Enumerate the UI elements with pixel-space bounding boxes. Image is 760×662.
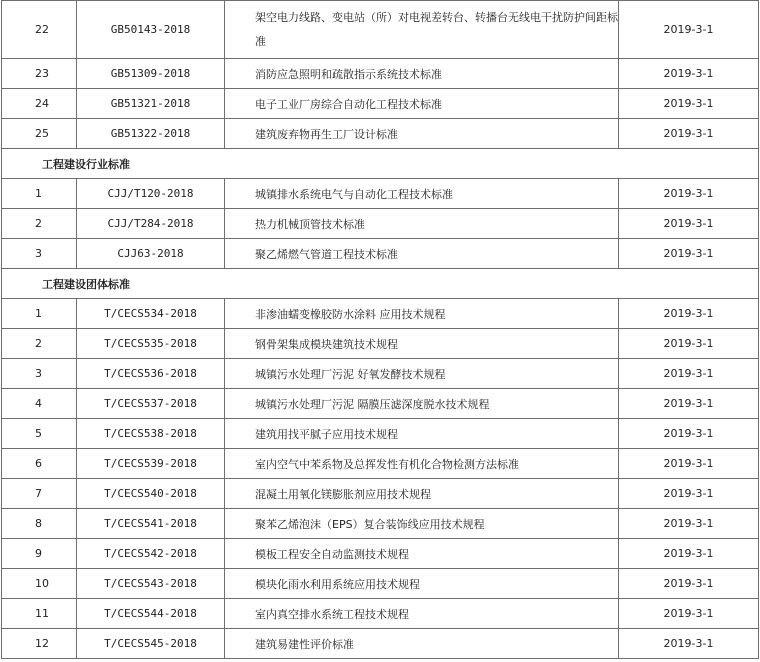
- standard-name: 城镇污水处理厂污泥 好氧发酵技术规程: [225, 359, 619, 389]
- table-row: [2, 419, 759, 449]
- table-row: [2, 599, 759, 629]
- effective-date: 2019-3-1: [619, 449, 759, 479]
- standard-code: T/CECS539-2018: [77, 449, 225, 479]
- effective-date: 2019-3-1: [619, 329, 759, 359]
- standard-code: GB50143-2018: [77, 1, 225, 59]
- standard-code: CJJ/T120-2018: [77, 179, 225, 209]
- table-row: [2, 359, 759, 389]
- row-number: 22: [2, 1, 77, 59]
- row-number: 10: [2, 569, 77, 599]
- table-row: [2, 89, 759, 119]
- row-number: 9: [2, 539, 77, 569]
- section-title: 工程建设行业标准: [2, 149, 759, 179]
- standard-name: 城镇排水系统电气与自动化工程技术标准: [225, 179, 619, 209]
- section-header-row: [2, 269, 759, 299]
- standard-name: 聚乙烯燃气管道工程技术标准: [225, 239, 619, 269]
- standard-name: 热力机械顶管技术标准: [225, 209, 619, 239]
- row-number: 2: [2, 209, 77, 239]
- standard-code: GB51321-2018: [77, 89, 225, 119]
- row-number: 24: [2, 89, 77, 119]
- row-number: 8: [2, 509, 77, 539]
- effective-date: 2019-3-1: [619, 599, 759, 629]
- effective-date: 2019-3-1: [619, 359, 759, 389]
- standard-code: T/CECS536-2018: [77, 359, 225, 389]
- effective-date: 2019-3-1: [619, 1, 759, 59]
- table-row: [2, 1, 759, 59]
- effective-date: 2019-3-1: [619, 119, 759, 149]
- effective-date: 2019-3-1: [619, 59, 759, 89]
- section-title: 工程建设团体标准: [2, 269, 759, 299]
- row-number: 3: [2, 239, 77, 269]
- standard-name: 模板工程安全自动监测技术规程: [225, 539, 619, 569]
- table-row: [2, 569, 759, 599]
- effective-date: 2019-3-1: [619, 479, 759, 509]
- standard-code: T/CECS541-2018: [77, 509, 225, 539]
- effective-date: 2019-3-1: [619, 209, 759, 239]
- effective-date: 2019-3-1: [619, 629, 759, 659]
- standards-table-body: [2, 1, 759, 659]
- standard-name: 室内真空排水系统工程技术规程: [225, 599, 619, 629]
- standard-code: CJJ/T284-2018: [77, 209, 225, 239]
- standard-name: 城镇污水处理厂污泥 隔膜压滤深度脱水技术规程: [225, 389, 619, 419]
- effective-date: 2019-3-1: [619, 179, 759, 209]
- standard-code: GB51322-2018: [77, 119, 225, 149]
- row-number: 2: [2, 329, 77, 359]
- standards-table: [1, 0, 759, 659]
- table-row: [2, 239, 759, 269]
- effective-date: 2019-3-1: [619, 389, 759, 419]
- standard-name: 聚苯乙烯泡沫（EPS）复合装饰线应用技术规程: [225, 509, 619, 539]
- standard-code: T/CECS538-2018: [77, 419, 225, 449]
- standard-code: T/CECS544-2018: [77, 599, 225, 629]
- table-row: [2, 539, 759, 569]
- standard-code: GB51309-2018: [77, 59, 225, 89]
- standard-name: 消防应急照明和疏散指示系统技术标准: [225, 59, 619, 89]
- effective-date: 2019-3-1: [619, 89, 759, 119]
- effective-date: 2019-3-1: [619, 299, 759, 329]
- section-header-row: [2, 149, 759, 179]
- standard-name: 建筑用找平腻子应用技术规程: [225, 419, 619, 449]
- table-row: [2, 209, 759, 239]
- row-number: 23: [2, 59, 77, 89]
- standard-name: 室内空气中苯系物及总挥发性有机化合物检测方法标准: [225, 449, 619, 479]
- table-row: [2, 629, 759, 659]
- row-number: 6: [2, 449, 77, 479]
- standard-name: 建筑易建性评价标准: [225, 629, 619, 659]
- standard-code: T/CECS540-2018: [77, 479, 225, 509]
- effective-date: 2019-3-1: [619, 239, 759, 269]
- row-number: 3: [2, 359, 77, 389]
- standard-code: T/CECS534-2018: [77, 299, 225, 329]
- table-row: [2, 59, 759, 89]
- row-number: 25: [2, 119, 77, 149]
- standard-name: 电子工业厂房综合自动化工程技术标准: [225, 89, 619, 119]
- row-number: 1: [2, 179, 77, 209]
- row-number: 11: [2, 599, 77, 629]
- effective-date: 2019-3-1: [619, 569, 759, 599]
- standard-name: 模块化雨水利用系统应用技术规程: [225, 569, 619, 599]
- standard-name: 混凝土用氧化镁膨胀剂应用技术规程: [225, 479, 619, 509]
- standard-code: T/CECS543-2018: [77, 569, 225, 599]
- table-row: [2, 479, 759, 509]
- table-row: [2, 299, 759, 329]
- table-row: [2, 179, 759, 209]
- row-number: 7: [2, 479, 77, 509]
- table-row: [2, 119, 759, 149]
- standard-code: T/CECS535-2018: [77, 329, 225, 359]
- standard-name: 架空电力线路、变电站（所）对电视差转台、转播台无线电干扰防护间距标准: [225, 1, 619, 59]
- row-number: 4: [2, 389, 77, 419]
- row-number: 5: [2, 419, 77, 449]
- table-row: [2, 449, 759, 479]
- standard-code: CJJ63-2018: [77, 239, 225, 269]
- row-number: 12: [2, 629, 77, 659]
- table-row: [2, 389, 759, 419]
- row-number: 1: [2, 299, 77, 329]
- effective-date: 2019-3-1: [619, 509, 759, 539]
- standard-code: T/CECS545-2018: [77, 629, 225, 659]
- standard-code: T/CECS542-2018: [77, 539, 225, 569]
- effective-date: 2019-3-1: [619, 419, 759, 449]
- table-row: [2, 329, 759, 359]
- standard-code: T/CECS537-2018: [77, 389, 225, 419]
- effective-date: 2019-3-1: [619, 539, 759, 569]
- standard-name: 钢骨架集成模块建筑技术规程: [225, 329, 619, 359]
- table-row: [2, 509, 759, 539]
- standard-name: 建筑废弃物再生工厂设计标准: [225, 119, 619, 149]
- standard-name: 非渗油蠕变橡胶防水涂料 应用技术规程: [225, 299, 619, 329]
